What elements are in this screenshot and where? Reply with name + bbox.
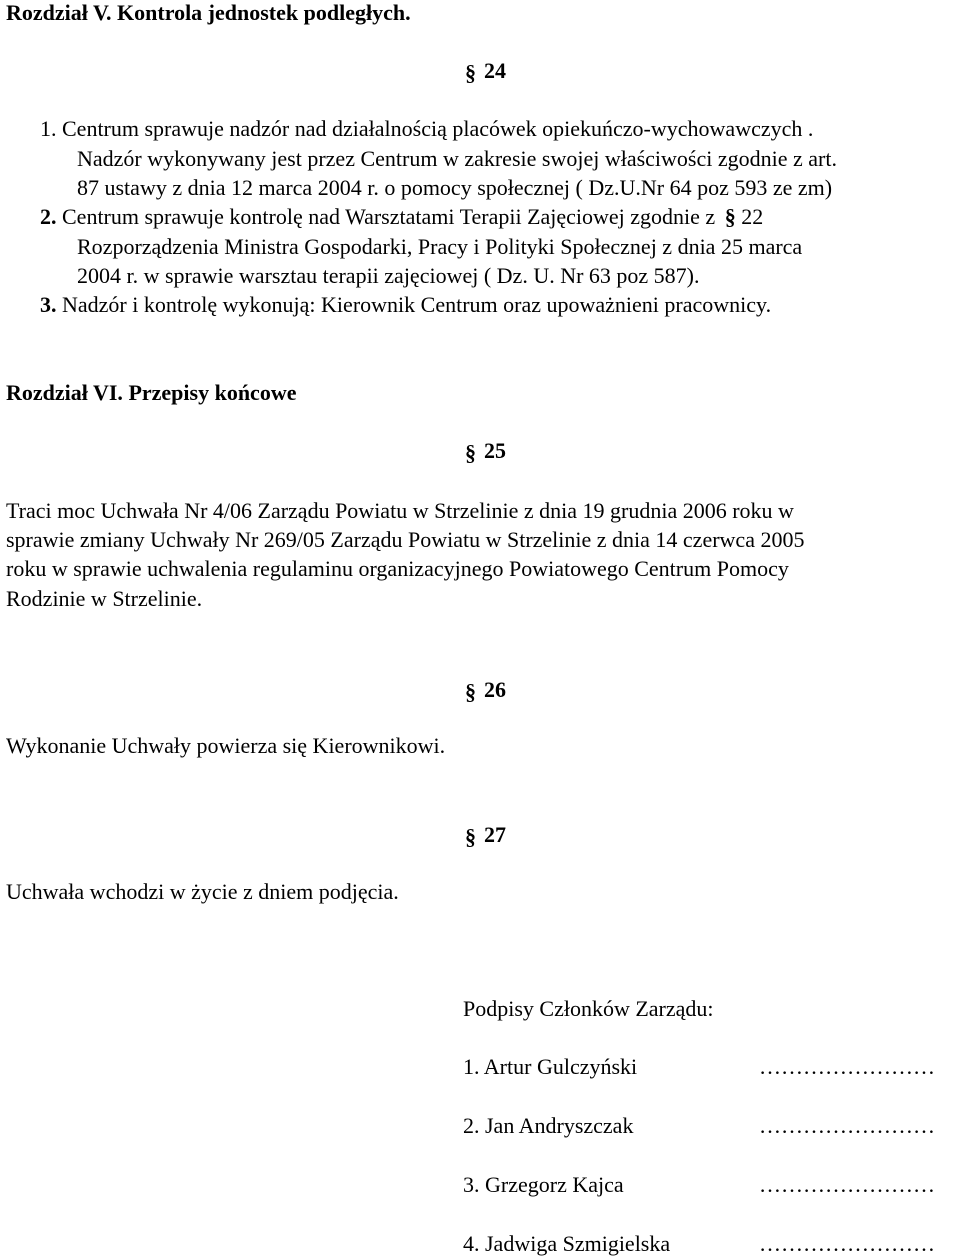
item-2-number: 2. — [40, 204, 57, 229]
section-24-mark — [465, 56, 506, 85]
section-26-text: Wykonanie Uchwały powierza się Kierownikowi. — [6, 733, 446, 758]
signature-line: …………………… — [759, 1054, 935, 1079]
item-2-line-1 — [40, 202, 763, 231]
section-symbol: § — [465, 824, 476, 849]
section-ref: 22 — [741, 204, 764, 229]
item-1-line-2: Nadzór wykonywany jest przez Centrum w zakresie swojej właściwości zgodnie z art. — [77, 146, 837, 171]
signature-line: …………………… — [759, 1231, 935, 1256]
section-25-line-4: Rodzinie w Strzelinie. — [6, 586, 203, 611]
section-symbol: § — [465, 679, 476, 704]
item-3-line — [40, 290, 771, 319]
chapter-6-number: Rozdział VI. — [6, 380, 123, 405]
section-number: 27 — [484, 822, 506, 847]
item-3-number: 3. — [40, 292, 57, 317]
section-number: 26 — [484, 677, 506, 702]
member-name: 2. Jan Andryszczak — [463, 1113, 634, 1138]
section-symbol: § — [724, 204, 736, 229]
section-number: 24 — [484, 58, 506, 83]
section-27-text: Uchwała wchodzi w życie z dniem podjęcia. — [6, 879, 399, 904]
chapter-5-heading: Rozdział V. Kontrola jednostek podległych. — [6, 0, 411, 25]
section-25-line-1: Traci moc Uchwała Nr 4/06 Zarządu Powiatu w Strzelinie z dnia 19 grudnia 2006 roku w — [6, 498, 794, 523]
signatures-heading: Podpisy Członków Zarządu: — [463, 996, 714, 1021]
signature-line: …………………… — [759, 1113, 935, 1138]
signature-line: …………………… — [759, 1172, 935, 1197]
section-symbol: § — [465, 60, 476, 85]
item-2-line-2: Rozporządzenia Ministra Gospodarki, Pracy i Polityki Społecznej z dnia 25 marca — [77, 234, 803, 259]
chapter-6-heading — [6, 378, 296, 407]
item-2-line-3: 2004 r. w sprawie warsztau terapii zajęciowej ( Dz. U. Nr 63 poz 587). — [77, 263, 700, 288]
item-1-line-3: 87 ustawy z dnia 12 marca 2004 r. o pomocy społecznej ( Dz.U.Nr 64 poz 593 ze zm) — [77, 175, 833, 200]
section-27-mark — [465, 820, 506, 849]
section-25-line-3: roku w sprawie uchwalenia regulaminu organizacyjnego Powiatowego Centrum Pomocy — [6, 556, 789, 581]
member-name: 4. Jadwiga Szmigielska — [463, 1231, 671, 1256]
section-symbol: § — [465, 440, 476, 465]
item-2-text: Centrum sprawuje kontrolę nad Warsztatami Terapii Zajęciowej zgodnie z — [62, 204, 716, 229]
section-26-mark — [465, 675, 506, 704]
section-25-line-2: sprawie zmiany Uchwały Nr 269/05 Zarządu Powiatu w Strzelinie z dnia 14 czerwca 2005 — [6, 527, 805, 552]
item-1-line-1: 1. Centrum sprawuje nadzór nad działalnością placówek opiekuńczo-wychowawczych . — [40, 116, 814, 141]
member-name: 1. Artur Gulczyński — [463, 1054, 638, 1079]
item-3-text: Nadzór i kontrolę wykonują: Kierownik Centrum oraz upoważnieni pracownicy. — [62, 292, 772, 317]
member-name: 3. Grzegorz Kajca — [463, 1172, 624, 1197]
section-number: 25 — [484, 438, 506, 463]
section-25-mark — [465, 436, 506, 465]
chapter-6-title: Przepisy końcowe — [128, 380, 297, 405]
